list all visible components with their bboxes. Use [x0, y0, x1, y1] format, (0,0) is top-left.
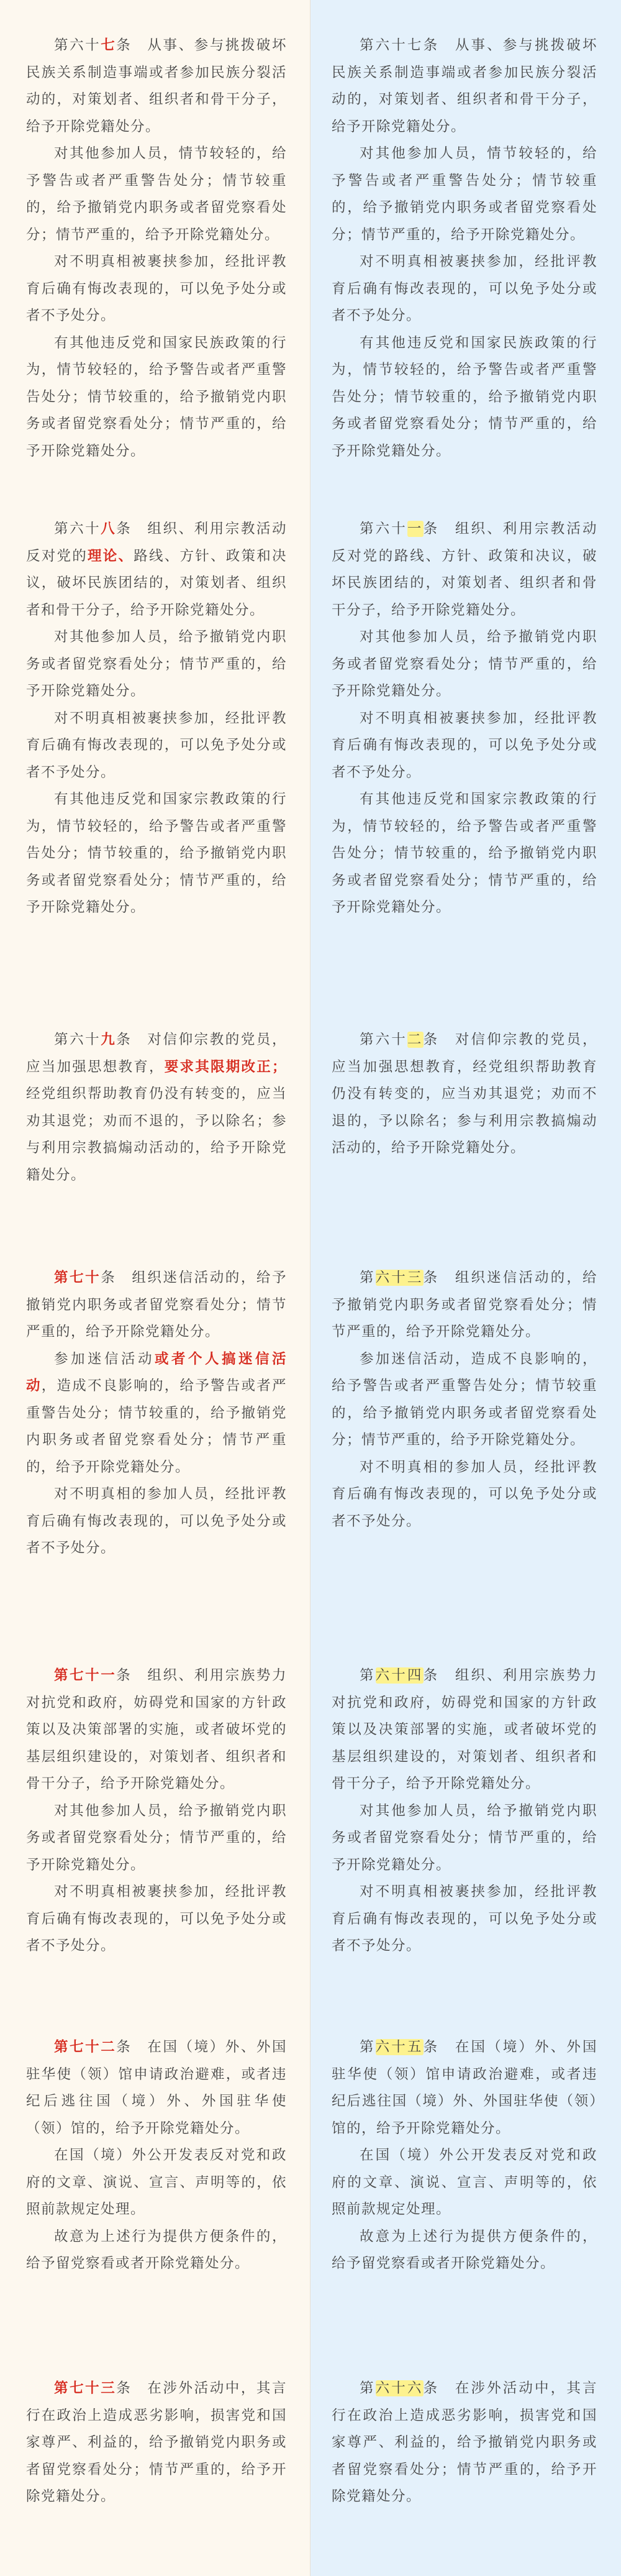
article-number: 第七十二 [54, 2039, 117, 2055]
article-heading: 第七十条 组织迷信活动的，给予撤销党内职务或者留党察看处分；情节严重的，给予开除党籍处分。 [26, 1270, 287, 1340]
paragraph: 参加迷信活动或者个人搞迷信活动，造成不良影响的，给予警告或者严重警告处分；情节较重的，给予撤销党内职务或者留党察看处分；情节严重的，给予开除党籍处分。 [26, 1350, 287, 1475]
paragraph: 有其他违反党和国家宗教政策的行为，情节较轻的，给予警告或者严重警告处分；情节较重的，给予撤销党内职务或者留党察看处分；情节严重的，给予开除党籍处分。 [332, 791, 597, 915]
article-68-new [0, 516, 310, 922]
article-number: 六十六 [375, 2380, 424, 2396]
article-number: 第七十一 [54, 1667, 117, 1684]
paragraph: 对不明真相的参加人员，经批评教育后确有悔改表现的，可以免予处分或者不予处分。 [332, 1459, 597, 1529]
old-version-column [310, 0, 621, 2576]
article-heading: 第七十三条 在涉外活动中，其言行在政治上造成恶劣影响，损害党和国家尊严、利益的，给予撤销党内职务或者留党察看处分；情节严重的，给予开除党籍处分。 [26, 2380, 287, 2505]
paragraph: 对不明真相被裹挟参加，经批评教育后确有悔改表现的，可以免予处分或者不予处分。 [332, 254, 597, 324]
paragraph: 对不明真相被裹挟参加，经批评教育后确有悔改表现的，可以免予处分或者不予处分。 [332, 710, 597, 781]
paragraph: 对其他参加人员，情节较轻的，给予警告或者严重警告处分；情节较重的，给予撤销党内职务或者留党察看处分；情节严重的，给予开除党籍处分。 [26, 145, 287, 243]
added-text: 要求其限期改正； [164, 1058, 287, 1075]
article-69-new [0, 1027, 310, 1189]
paragraph: 故意为上述行为提供方便条件的，给予留党察看或者开除党籍处分。 [332, 2228, 597, 2271]
article-number: 第七十三 [54, 2380, 117, 2396]
added-text: 理论、 [88, 548, 134, 564]
article-heading: 第六十七条 从事、参与挑拨破坏民族关系制造事端或者参加民族分裂活动的，对策划者、组织者和骨干分子，给予开除党籍处分。 [26, 37, 287, 135]
article-heading: 第七十二条 在国（境）外、外国驻华使（领）馆申请政治避难，或者违纪后逃往国（境）外、外国驻华使（领）馆的，给予开除党籍处分。 [26, 2039, 287, 2137]
article-63-old [310, 1265, 621, 1535]
article-71-new [0, 1662, 310, 1960]
article-61-old [310, 516, 621, 922]
paragraph: 对不明真相被裹挟参加，经批评教育后确有悔改表现的，可以免予处分或者不予处分。 [26, 710, 287, 781]
article-heading: 第六十三条 组织迷信活动的，给予撤销党内职务或者留党察看处分；情节严重的，给予开除党籍处分。 [332, 1270, 597, 1340]
article-number: 七 [101, 37, 117, 53]
article-73-new [0, 2375, 310, 2511]
article-number: 九 [101, 1032, 117, 1048]
paragraph: 对不明真相被裹挟参加，经批评教育后确有悔改表现的，可以免予处分或者不予处分。 [26, 254, 287, 324]
paragraph: 在国（境）外公开发表反对党和政府的文章、演说、宣言、声明等的，依照前款规定处理。 [26, 2147, 287, 2217]
paragraph: 参加迷信活动，造成不良影响的，给予警告或者严重警告处分；情节较重的，给予撤销党内职务或者留党察看处分；情节严重的，给予开除党籍处分。 [332, 1350, 597, 1448]
paragraph: 对其他参加人员，给予撤销党内职务或者留党察看处分；情节严重的，给予开除党籍处分。 [26, 1802, 287, 1873]
paragraph: 对不明真相被裹挟参加，经批评教育后确有悔改表现的，可以免予处分或者不予处分。 [26, 1884, 287, 1954]
article-72-new [0, 2034, 310, 2278]
added-text: 或者个人搞迷信活动 [26, 1350, 287, 1394]
article-heading: 第六十一条 组织、利用宗教活动反对党的路线、方针、政策和决议，破坏民族团结的，对策划者、组织者和骨干分子，给予开除党籍处分。 [332, 521, 597, 618]
paragraph: 有其他违反党和国家民族政策的行为，情节较轻的，给予警告或者严重警告处分；情节较重的，给予撤销党内职务或者留党察看处分；情节严重的，给予开除党籍处分。 [332, 334, 597, 459]
article-number: 六十五 [375, 2039, 424, 2055]
paragraph: 对不明真相的参加人员，经批评教育后确有悔改表现的，可以免予处分或者不予处分。 [26, 1486, 287, 1556]
article-number: 六十三 [375, 1270, 424, 1286]
article-heading: 第六十二条 对信仰宗教的党员，应当加强思想教育，经党组织帮助教育仍没有转变的，应当劝其退党；劝而不退的，予以除名；参与利用宗教搞煽动活动的，给予开除党籍处分。 [332, 1032, 597, 1156]
article-67-new [0, 32, 310, 465]
paragraph: 对其他参加人员，情节较轻的，给予警告或者严重警告处分；情节较重的，给予撤销党内职务或者留党察看处分；情节严重的，给予开除党籍处分。 [332, 145, 597, 243]
article-heading: 第六十六条 在涉外活动中，其言行在政治上造成恶劣影响，损害党和国家尊严、利益的，给予撤销党内职务或者留党察看处分；情节严重的，给予开除党籍处分。 [332, 2380, 597, 2505]
article-number: 六十四 [375, 1667, 424, 1684]
paragraph: 有其他违反党和国家宗教政策的行为，情节较轻的，给予警告或者严重警告处分；情节较重的，给予撤销党内职务或者留党察看处分；情节严重的，给予开除党籍处分。 [26, 791, 287, 915]
article-heading: 第六十五条 在国（境）外、外国驻华使（领）馆申请政治避难，或者违纪后逃往国（境）外、外国驻华使（领）馆的，给予开除党籍处分。 [332, 2039, 597, 2137]
article-number: 八 [101, 521, 117, 537]
article-heading: 第六十七条 从事、参与挑拨破坏民族关系制造事端或者参加民族分裂活动的，对策划者、组织者和骨干分子，给予开除党籍处分。 [332, 37, 597, 135]
article-64-old [310, 1662, 621, 1960]
paragraph: 对其他参加人员，给予撤销党内职务或者留党察看处分；情节严重的，给予开除党籍处分。 [26, 629, 287, 699]
article-heading: 第六十四条 组织、利用宗族势力对抗党和政府，妨碍党和国家的方针政策以及决策部署的实施，或者破坏党的基层组织建设的，对策划者、组织者和骨干分子，给予开除党籍处分。 [332, 1667, 597, 1792]
article-heading: 第六十九条 对信仰宗教的党员，应当加强思想教育，要求其限期改正；经党组织帮助教育仍没有转变的，应当劝其退党；劝而不退的，予以除名；参与利用宗教搞煽动活动的，给予开除党籍处分。 [26, 1032, 287, 1183]
paragraph: 对其他参加人员，给予撤销党内职务或者留党察看处分；情节严重的，给予开除党籍处分。 [332, 1802, 597, 1873]
article-number: 一 [407, 521, 424, 537]
article-70-new [0, 1265, 310, 1562]
new-version-column [0, 0, 310, 2576]
paragraph: 在国（境）外公开发表反对党和政府的文章、演说、宣言、声明等的，依照前款规定处理。 [332, 2147, 597, 2217]
article-number: 二 [407, 1032, 424, 1048]
article-number: 第七十 [54, 1270, 101, 1286]
paragraph: 对其他参加人员，给予撤销党内职务或者留党察看处分；情节严重的，给予开除党籍处分。 [332, 629, 597, 699]
article-65-old [310, 2034, 621, 2278]
article-heading: 第六十八条 组织、利用宗教活动反对党的理论、路线、方针、政策和决议，破坏民族团结的，对策划者、组织者和骨干分子，给予开除党籍处分。 [26, 521, 287, 618]
article-62-old [310, 1027, 621, 1162]
paragraph: 故意为上述行为提供方便条件的，给予留党察看或者开除党籍处分。 [26, 2228, 287, 2271]
article-66-old [310, 2375, 621, 2511]
paragraph: 对不明真相被裹挟参加，经批评教育后确有悔改表现的，可以免予处分或者不予处分。 [332, 1884, 597, 1954]
article-67-old [310, 32, 621, 465]
paragraph: 有其他违反党和国家民族政策的行为，情节较轻的，给予警告或者严重警告处分；情节较重的，给予撤销党内职务或者留党察看处分；情节严重的，给予开除党籍处分。 [26, 334, 287, 459]
article-heading: 第七十一条 组织、利用宗族势力对抗党和政府，妨碍党和国家的方针政策以及决策部署的实施，或者破坏党的基层组织建设的，对策划者、组织者和骨干分子，给予开除党籍处分。 [26, 1667, 287, 1792]
